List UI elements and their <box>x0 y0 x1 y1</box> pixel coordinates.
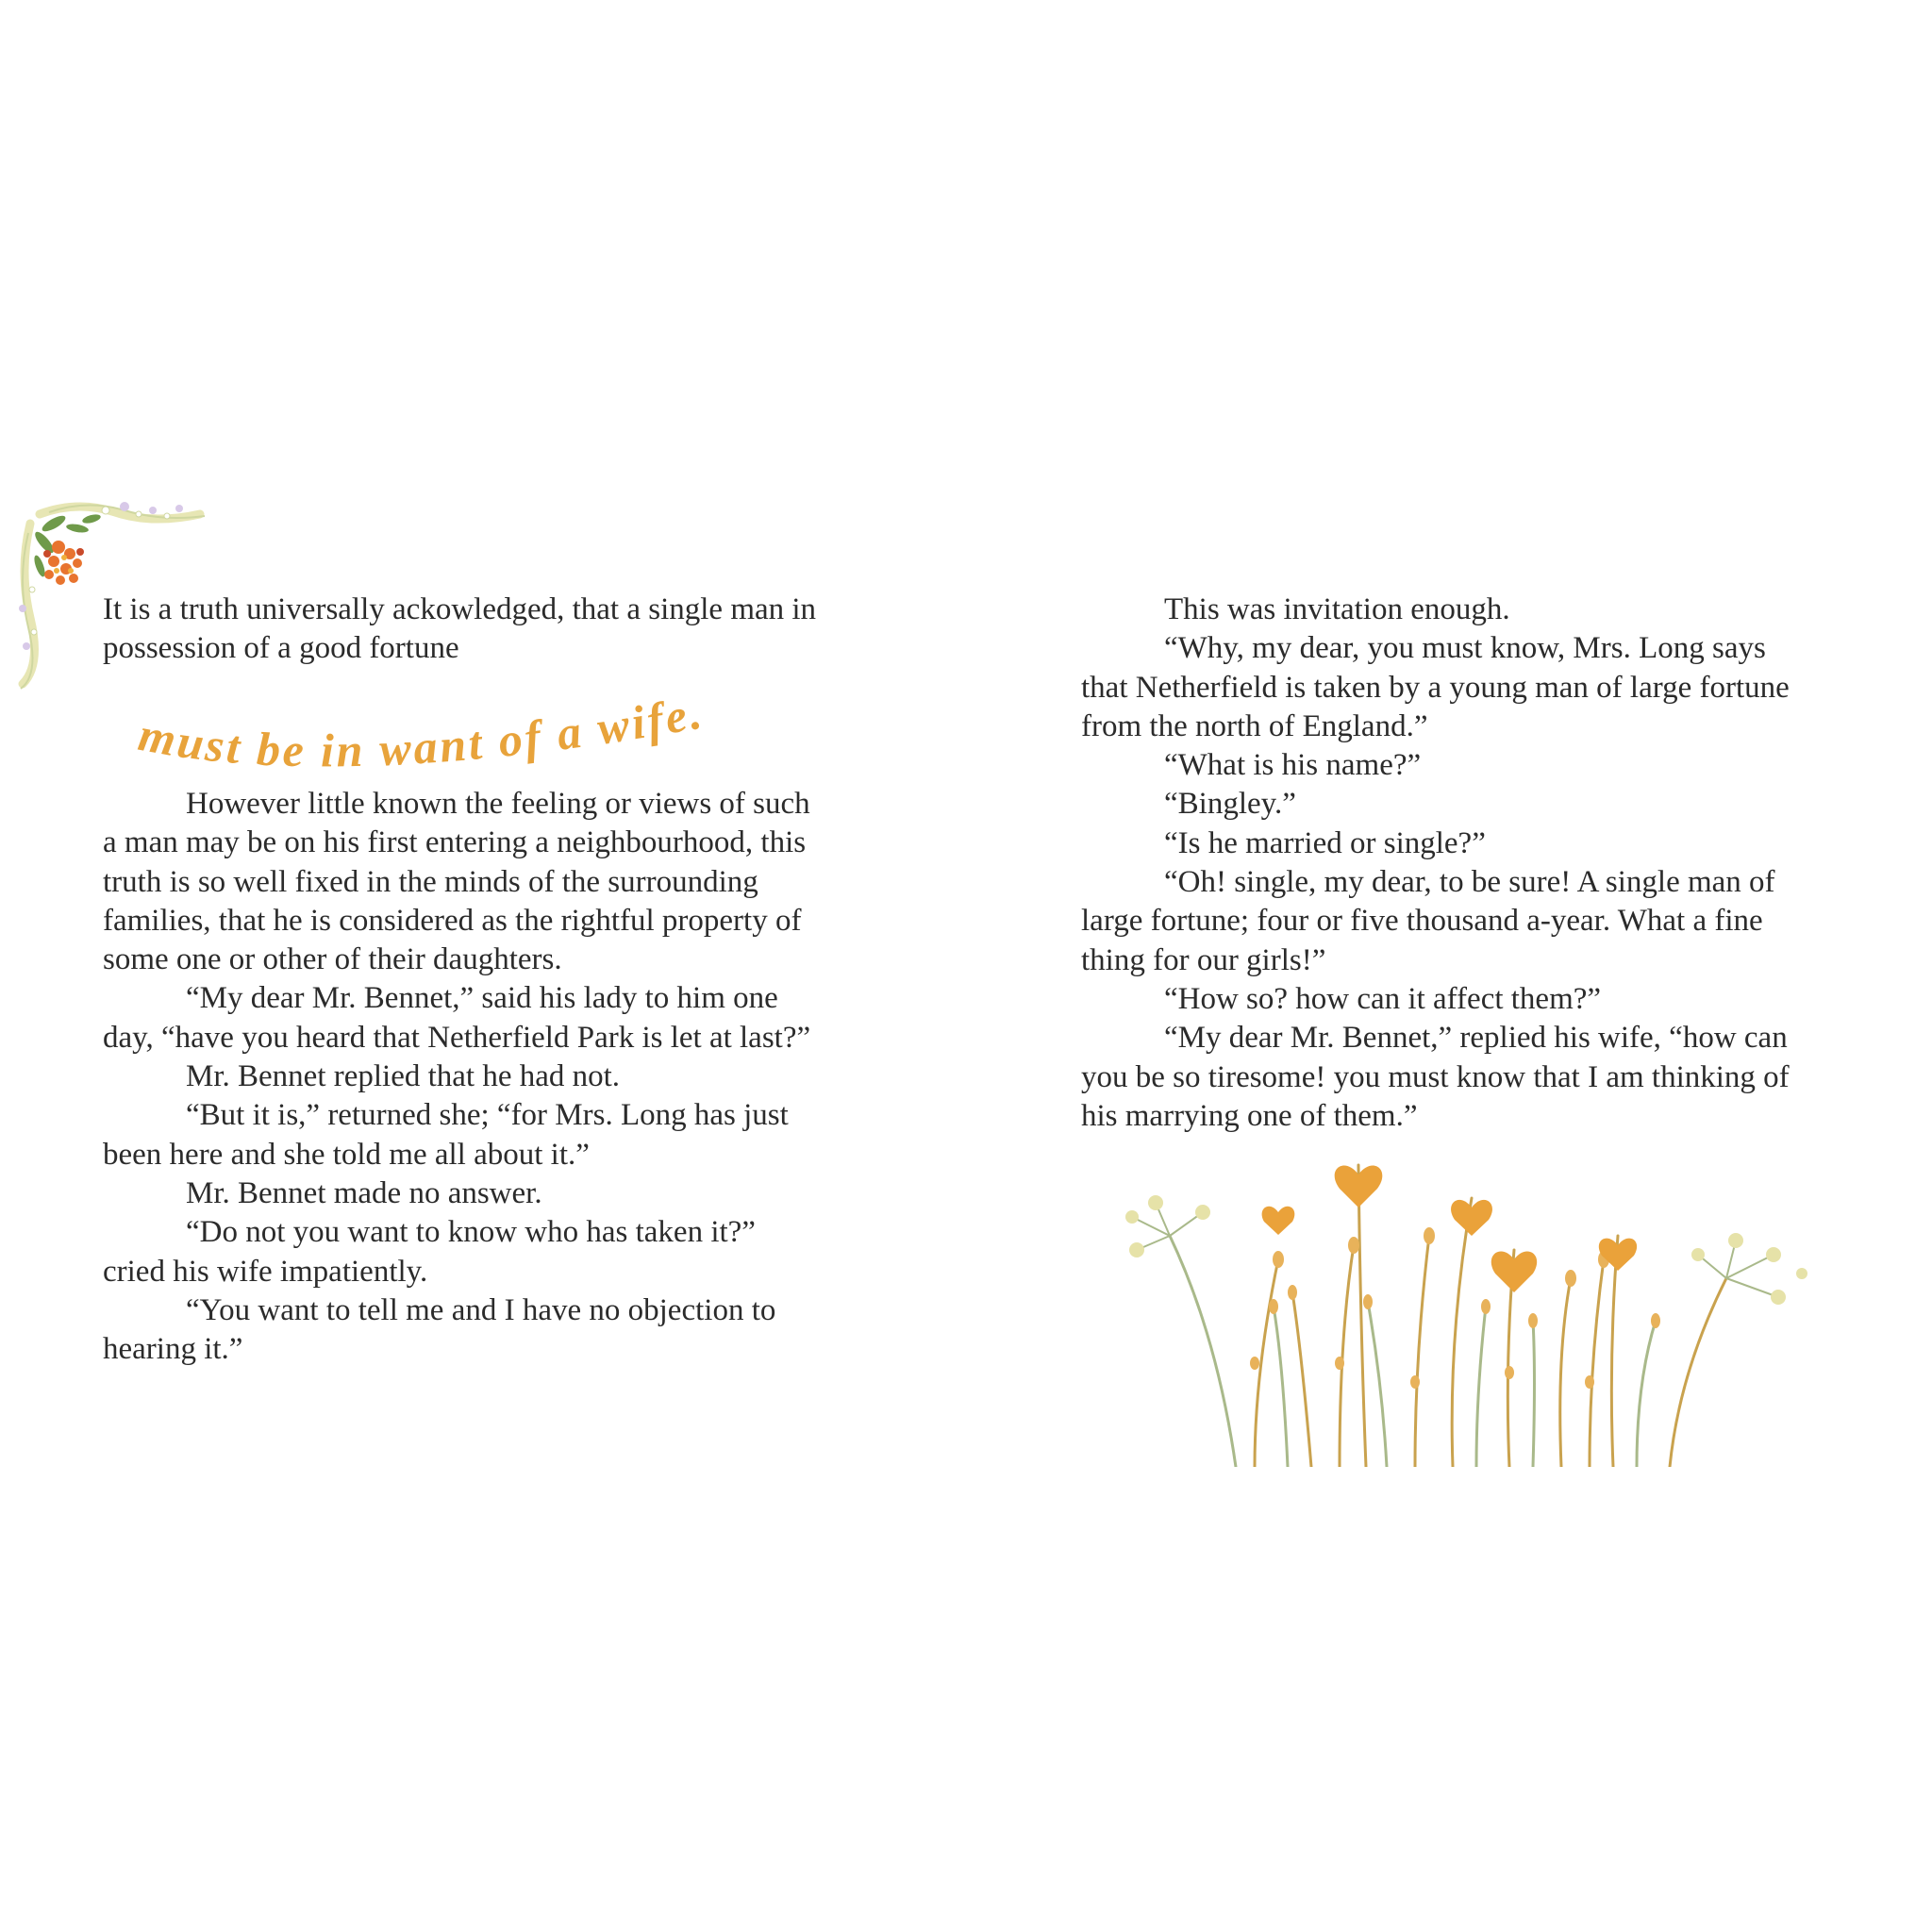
opening-paragraph <box>103 591 816 669</box>
body-line: “Is he married or single?” <box>1164 825 1486 860</box>
body-line: “But it is,” returned she; “for Mrs. Long has just <box>186 1098 789 1133</box>
body-line: “How so? how can it affect them?” <box>1164 981 1602 1016</box>
body-line: This was invitation enough. <box>1164 592 1510 626</box>
body-line: “My dear Mr. Bennet,” replied his wife, “how can <box>1164 1021 1788 1056</box>
body-line: “What is his name?” <box>1164 748 1422 783</box>
body-line: truth is so well fixed in the minds of the surrounding <box>103 864 758 899</box>
body-line: Mr. Bennet made no answer. <box>186 1175 542 1210</box>
body-line: that Netherfield is taken by a young man of large fortune <box>1081 670 1790 705</box>
pull-quote <box>132 675 811 789</box>
pull-quote-text: must be in want of a wife. <box>134 685 708 777</box>
body-line: “Bingley.” <box>1164 787 1296 822</box>
body-line: a man may be on his first entering a neighbourhood, this <box>103 825 807 860</box>
body-line: some one or other of their daughters. <box>103 942 562 977</box>
body-line: hearing it.” <box>103 1332 243 1367</box>
body-line: day, “have you heard that Netherfield Park is let at last?” <box>103 1020 811 1055</box>
body-line: families, that he is considered as the rightful property of <box>103 903 802 938</box>
right-body-text <box>1081 591 1790 1136</box>
body-line: “Oh! single, my dear, to be sure! A single man of <box>1164 865 1775 900</box>
body-line: However little known the feeling or views of such <box>186 787 810 821</box>
opening-line: possession of a good fortune <box>103 631 459 666</box>
opening-line: It is a truth universally ackowledged, that a single man in <box>103 592 817 626</box>
svg-text:must be in want of a wife. <box>135 685 708 776</box>
body-line: been here and she told me all about it.” <box>103 1137 590 1172</box>
body-line: “Do not you want to know who has taken it?” <box>186 1215 756 1250</box>
body-line: Mr. Bennet replied that he had not. <box>186 1059 621 1094</box>
body-line: cried his wife impatiently. <box>103 1254 428 1289</box>
body-line: “You want to tell me and I have no objection to <box>186 1292 776 1327</box>
body-line: large fortune; four or five thousand a-year. What a fine <box>1081 904 1763 939</box>
wildflowers-illustration-icon <box>1113 1146 1830 1467</box>
body-line: “Why, my dear, you must know, Mrs. Long says <box>1164 631 1766 666</box>
right-page <box>966 0 1932 1932</box>
body-line: his marrying one of them.” <box>1081 1098 1418 1133</box>
body-line: thing for our girls!” <box>1081 942 1326 977</box>
body-line: “My dear Mr. Bennet,” said his lady to him one <box>186 981 778 1016</box>
body-line: from the north of England.” <box>1081 708 1428 743</box>
left-body-text <box>103 785 810 1369</box>
body-line: you be so tiresome! you must know that I am thinking of <box>1081 1059 1790 1094</box>
